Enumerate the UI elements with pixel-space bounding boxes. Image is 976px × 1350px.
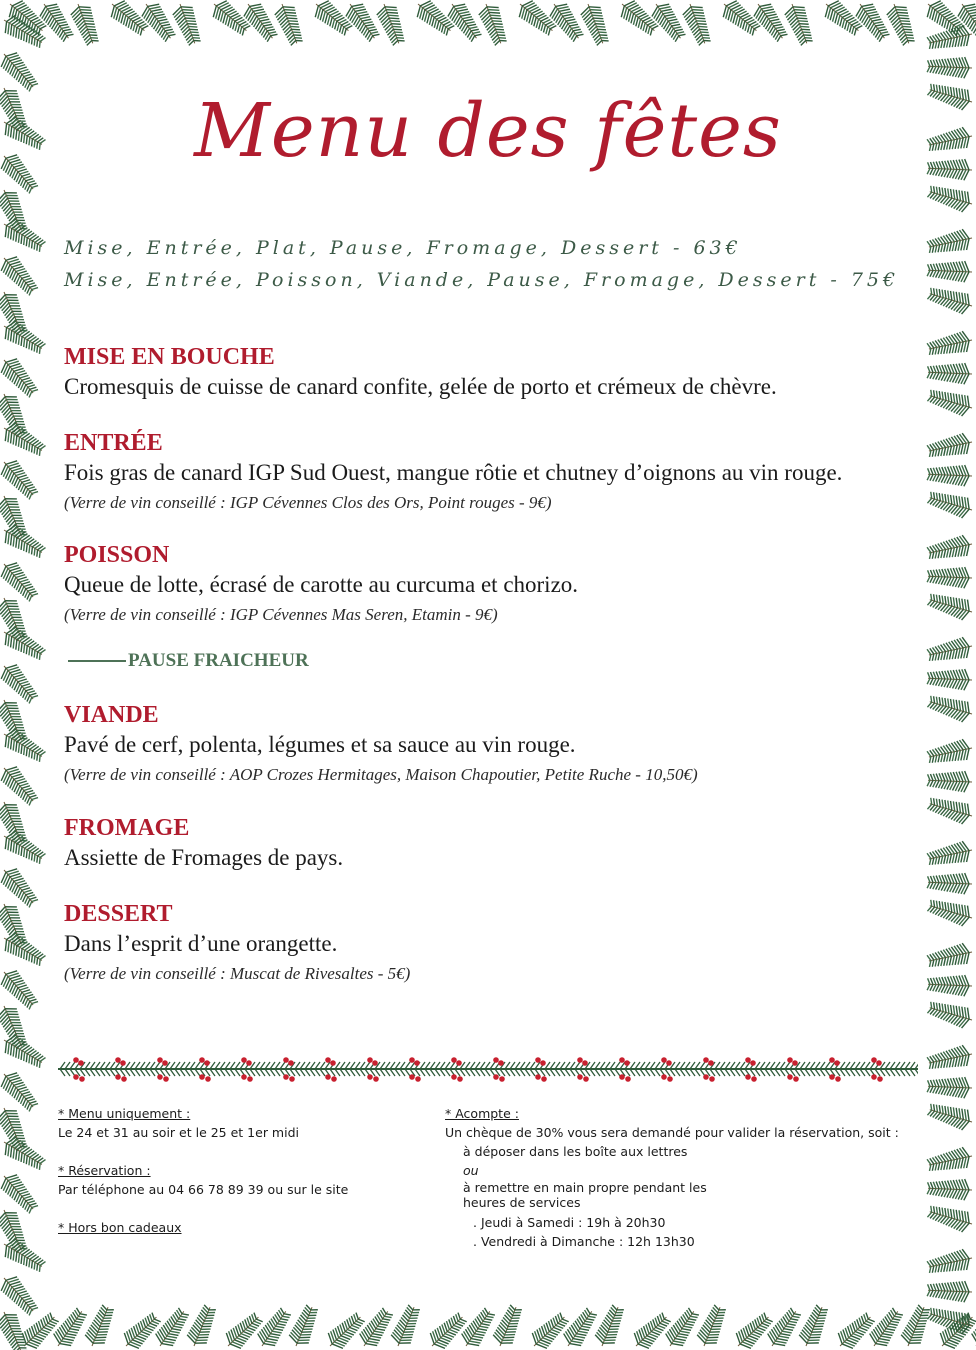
dish-description: Dans l’esprit d’une orangette. [64,931,338,956]
wine-pairing: (Verre de vin conseillé : IGP Cévennes Clos des Ors, Point rouges - 9€) [64,493,552,512]
deposit-heading: * Acompte : [445,1106,519,1121]
pause-label: PAUSE FRAICHEUR [128,650,309,671]
dish-description: Cromesquis de cuisse de canard confite, gelée de porto et crémeux de chèvre. [64,374,777,399]
section-entree [64,428,944,518]
dish-description: Fois gras de canard IGP Sud Ouest, mangue rôtie et chutney d’oignons au vin rouge. [64,460,843,485]
reservation-heading: * Réservation : [58,1163,151,1178]
hours-friday-sunday: . Vendredi à Dimanche : 12h 13h30 [473,1234,695,1249]
menu-heading: * Menu uniquement : [58,1106,191,1121]
section-title: FROMAGE [64,815,190,841]
garland-divider [58,1052,918,1086]
menu-text: Le 24 et 31 au soir et le 25 et 1er midi [58,1125,299,1140]
dish-description: Pavé de cerf, polenta, légumes et sa sauce au vin rouge. [64,732,576,757]
section-mise-en-bouche [64,342,944,402]
section-poisson [64,540,944,630]
section-title: DESSERT [64,901,173,927]
formula-63: Mise, Entrée, Plat, Pause, Fromage, Dessert - 63€ [64,237,742,259]
wine-pairing: (Verre de vin conseillé : Muscat de Rivesaltes - 5€) [64,964,411,983]
deposit-or: ou [463,1163,479,1178]
section-title: MISE EN BOUCHE [64,344,275,370]
deposit-option-hand-line2: heures de services [463,1195,581,1210]
footer-right [445,1104,945,1251]
dish-description: Assiette de Fromages de pays. [64,845,344,870]
wine-pairing: (Verre de vin conseillé : IGP Cévennes Mas Seren, Etamin - 9€) [64,605,498,624]
deposit-option-mailbox: à déposer dans les boîte aux lettres [463,1144,688,1159]
menu-title: Menu des fêtes [194,88,782,174]
deposit-option-hand-line1: à remettre en main propre pendant les [463,1180,707,1195]
reservation-text: Par téléphone au 04 66 78 89 39 ou sur le site [58,1182,349,1197]
section-dessert [64,899,944,989]
gift-heading: * Hors bon cadeaux [58,1220,182,1235]
section-fromage [64,813,944,873]
section-viande [64,700,944,790]
formula-75: Mise, Entrée, Poisson, Viande, Pause, Fromage, Dessert - 75€ [64,269,900,291]
pause-fraicheur [68,650,309,672]
deposit-text: Un chèque de 30% vous sera demandé pour valider la réservation, soit : [445,1125,899,1140]
footer-left [58,1104,418,1237]
section-title: POISSON [64,542,170,568]
section-title: VIANDE [64,702,159,728]
hours-thursday-saturday: . Jeudi à Samedi : 19h à 20h30 [473,1215,666,1230]
pause-dash [68,660,126,662]
formula-list [64,232,944,296]
dish-description: Queue de lotte, écrasé de carotte au curcuma et chorizo. [64,572,579,597]
wine-pairing: (Verre de vin conseillé : AOP Crozes Hermitages, Maison Chapoutier, Petite Ruche - 10,50€) [64,765,698,784]
section-title: ENTRÉE [64,430,163,456]
